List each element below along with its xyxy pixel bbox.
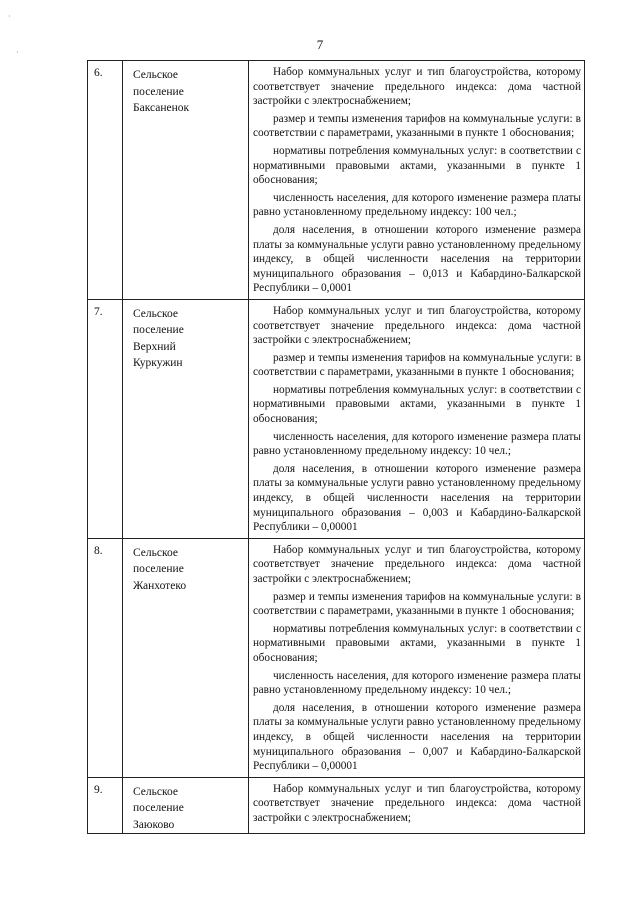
page-number: 7: [316, 37, 324, 52]
row-number: 6.: [88, 61, 123, 300]
settlement-name-line: Сельское: [133, 785, 179, 798]
settlement-description: [249, 299, 585, 538]
description-paragraph: доля населения, в отношении которого изменение размера платы за коммунальные услуги равно установленному предельному индексу, в общей численности населения на территории муниципального образования – 0,003 и Кабардино-Балкарской Республики – 0,00001: [253, 462, 581, 534]
settlement-name-line: Сельское: [133, 69, 179, 81]
settlement-name: [123, 61, 249, 300]
scan-mark-top: ·: [8, 12, 11, 21]
settlement-name: [123, 538, 249, 777]
description-paragraph: численность населения, для которого изменение размера платы равно установленному предельному индексу: 10 чел.;: [253, 669, 581, 697]
settlement-name-line: Заюково: [133, 818, 175, 831]
description-paragraph: размер и темпы изменения тарифов на коммунальные услуги: в соответствии с параметрами, указанными в пункте 1 обоснования;: [253, 351, 581, 379]
description-paragraph: размер и темпы изменения тарифов на коммунальные услуги: в соответствии с параметрами, указанными в пункте 1 обоснования;: [253, 590, 581, 618]
description-paragraph: доля населения, в отношении которого изменение размера платы за коммунальные услуги равно установленному предельному индексу, в общей численности населения на территории муниципального образования – 0,007 и Кабардино-Балкарской Республики – 0,00001: [253, 701, 581, 773]
settlement-name-line: Жанхотеко: [133, 579, 187, 592]
settlement-name-line: поселение: [133, 85, 184, 98]
description-paragraph: Набор коммунальных услуг и тип благоустройства, которому соответствует значение предельного индекса: дома частной застройки с электроснабжением;: [253, 543, 581, 585]
table-row: [88, 777, 585, 834]
description-paragraph: Набор коммунальных услуг и тип благоустройства, которому соответствует значение предельного индекса: дома частной застройки с электроснабжением;: [253, 66, 581, 108]
description-paragraph: доля населения, в отношении которого изменение размера платы за коммунальные услуги равно установленному предельному индексу, в общей численности населения на территории муниципального образования – 0,013 и Кабардино-Балкарской Республики – 0,0001: [253, 223, 581, 295]
description-paragraph: нормативы потребления коммунальных услуг: в соответствии с нормативными правовыми актами, указанными в пункте 1 обоснования;: [253, 383, 581, 426]
row-number: 9.: [88, 777, 123, 834]
settlement-name-line: Сельское: [133, 307, 179, 320]
table-row: [88, 299, 585, 538]
settlement-description: [249, 777, 585, 834]
table-body: [88, 61, 585, 834]
settlement-name-line: поселение: [133, 802, 184, 815]
description-paragraph: нормативы потребления коммунальных услуг: в соответствии с нормативными правовыми актами, указанными в пункте 1 обоснования;: [253, 144, 581, 187]
description-paragraph: Набор коммунальных услуг и тип благоустройства, которому соответствует значение предельного индекса: дома частной застройки с электроснабжением;: [253, 782, 581, 824]
description-paragraph: численность населения, для которого изменение размера платы равно установленному предельному индексу: 100 чел.;: [253, 191, 581, 219]
settlement-name-line: поселение: [133, 563, 184, 576]
settlement-name-line: поселение: [133, 324, 184, 337]
settlement-name: [123, 777, 249, 834]
settlement-name-line: Баксаненок: [133, 102, 190, 114]
table-row: [88, 538, 585, 777]
settlement-name: [123, 299, 249, 538]
settlement-description: [249, 538, 585, 777]
table-row: [88, 61, 585, 300]
settlement-name-line: Куркужин: [133, 357, 183, 370]
settlement-description: [249, 61, 585, 300]
settlement-name-line: Сельское: [133, 546, 179, 559]
description-paragraph: численность населения, для которого изменение размера платы равно установленному предельному индексу: 10 чел.;: [253, 430, 581, 458]
row-number: 8.: [88, 538, 123, 777]
description-paragraph: размер и темпы изменения тарифов на коммунальные услуги: в соответствии с параметрами, указанными в пункте 1 обоснования;: [253, 112, 581, 140]
row-number: 7.: [88, 299, 123, 538]
description-paragraph: Набор коммунальных услуг и тип благоустройства, которому соответствует значение предельного индекса: дома частной застройки с электроснабжением;: [253, 304, 581, 347]
description-paragraph: нормативы потребления коммунальных услуг: в соответствии с нормативными правовыми актами, указанными в пункте 1 обоснования;: [253, 622, 581, 664]
settlement-name-line: Верхний: [133, 340, 176, 353]
settlements-table: [87, 60, 585, 834]
scan-mark-side: ·: [16, 48, 19, 57]
